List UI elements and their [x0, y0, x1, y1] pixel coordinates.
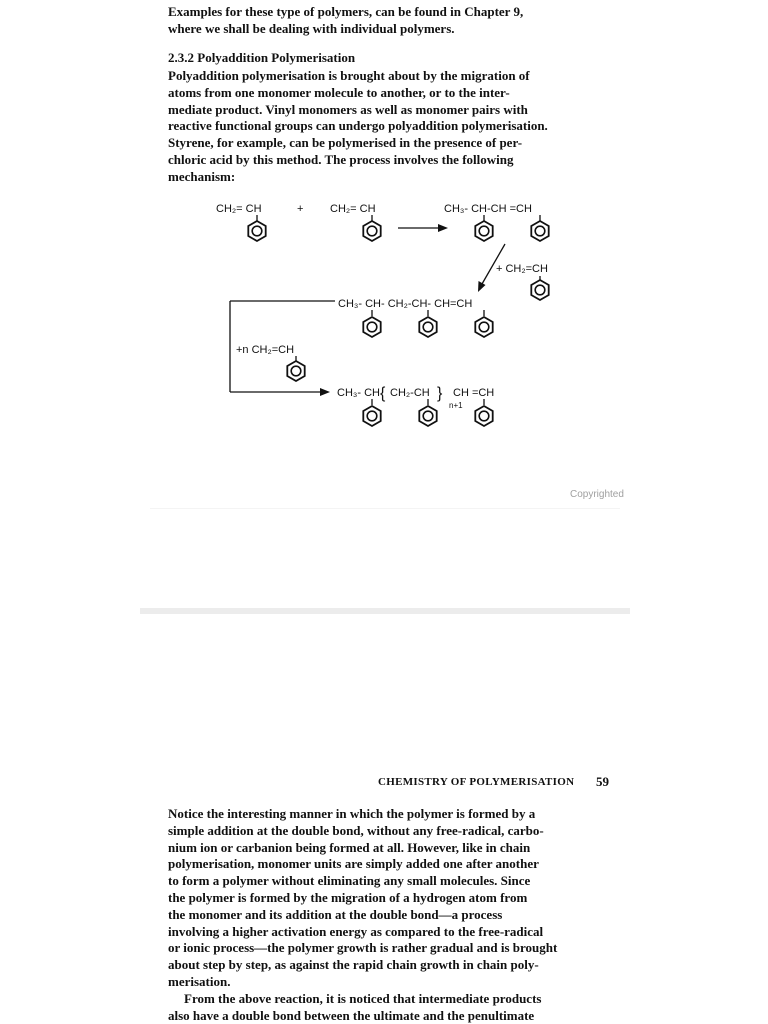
page-number: 59: [596, 774, 609, 789]
copyright-watermark: Copyrighted: [570, 489, 624, 500]
repeat-count: n+1: [449, 401, 463, 410]
text-line: the polymer is formed by the migration of a hydrogen atom from: [168, 889, 528, 905]
benzene-ring-icon: [287, 361, 304, 381]
section-heading: 2.3.2 Polyaddition Polymerisation: [168, 50, 356, 65]
text-line: nium ion or carbanion being formed at all. However, like in chain: [168, 839, 531, 855]
polymer-end-right: CH =CH: [453, 387, 495, 399]
arrow-head-icon: [438, 224, 448, 232]
n-monomers: +n CH₂=CH: [236, 344, 295, 356]
benzene-ring-icon: [475, 317, 492, 337]
benzene-ring-icon: [531, 280, 548, 300]
styrene-monomer-2: CH₂= CH: [330, 203, 376, 215]
page-edge-shadow: [150, 508, 620, 509]
text-line: simple addition at the double bond, without any free-radical, carbo-: [168, 822, 544, 838]
text-line: or ionic process—the polymer growth is rather gradual and is brought: [168, 940, 558, 956]
text-line: merisation.: [168, 973, 231, 989]
benzene-ring-icon: [531, 221, 548, 241]
text-line: about step by step, as against the rapid chain growth in chain poly-: [168, 957, 539, 973]
benzene-ring-icon: [419, 406, 436, 426]
text-line: polymerisation, monomer units are simply added one after another: [168, 856, 539, 872]
benzene-ring-icon: [363, 317, 380, 337]
text-line: Examples for these type of polymers, can be found in Chapter 9,: [168, 4, 524, 19]
close-brace: }: [437, 385, 443, 402]
text-line: Styrene, for example, can be polymerised in the presence of per-: [168, 135, 523, 151]
repeat-unit: CH₂-CH: [390, 387, 430, 399]
trimer-product: CH₃- CH- CH₂-CH- CH=CH: [338, 298, 473, 310]
text-line: From the above reaction, it is noticed that intermediate products: [184, 990, 542, 1006]
text-line: Polyaddition polymerisation is brought about by the migration of: [168, 68, 530, 83]
benzene-ring-icon: [248, 221, 265, 241]
benzene-ring-icon: [475, 406, 492, 426]
page-divider: [140, 608, 630, 614]
benzene-ring-icon: [475, 221, 492, 241]
polymer-end-left: CH₃- CH: [337, 387, 380, 399]
benzene-ring-icon: [363, 406, 380, 426]
text-line: mediate product. Vinyl monomers as well as monomer pairs with: [168, 101, 528, 117]
reaction-scheme: [0, 0, 768, 470]
text-line: Notice the interesting manner in which the polymer is formed by a: [168, 806, 536, 821]
text-line: mechanism:: [168, 168, 236, 184]
text-line: chloric acid by this method. The process involves the following: [168, 151, 514, 167]
arrow-head-icon: [478, 281, 486, 292]
added-monomer: + CH₂=CH: [496, 263, 548, 275]
plus-sign: +: [297, 203, 304, 215]
dimer-product: CH₃- CH-CH =CH: [444, 203, 532, 215]
text-line: reactive functional groups can undergo polyaddition polymerisation.: [168, 118, 548, 134]
text-line: also have a double bond between the ultimate and the penultimate: [168, 1007, 535, 1023]
text-line: involving a higher activation energy as compared to the free-radical: [168, 923, 544, 939]
open-brace: {: [380, 385, 386, 402]
benzene-ring-icon: [363, 221, 380, 241]
running-header: CHEMISTRY OF POLYMERISATION: [378, 776, 575, 788]
text-line: to form a polymer without eliminating any small molecules. Since: [168, 873, 531, 889]
text-line: where we shall be dealing with individual polymers.: [168, 20, 455, 36]
arrow-head-icon: [320, 388, 330, 396]
styrene-monomer-1: CH₂= CH: [216, 203, 262, 215]
body-paragraph: [168, 806, 608, 1024]
text-line: atoms from one monomer molecule to another, or to the inter-: [168, 84, 510, 100]
text-line: the monomer and its addition at the double bond—a process: [168, 906, 503, 922]
benzene-ring-icon: [419, 317, 436, 337]
